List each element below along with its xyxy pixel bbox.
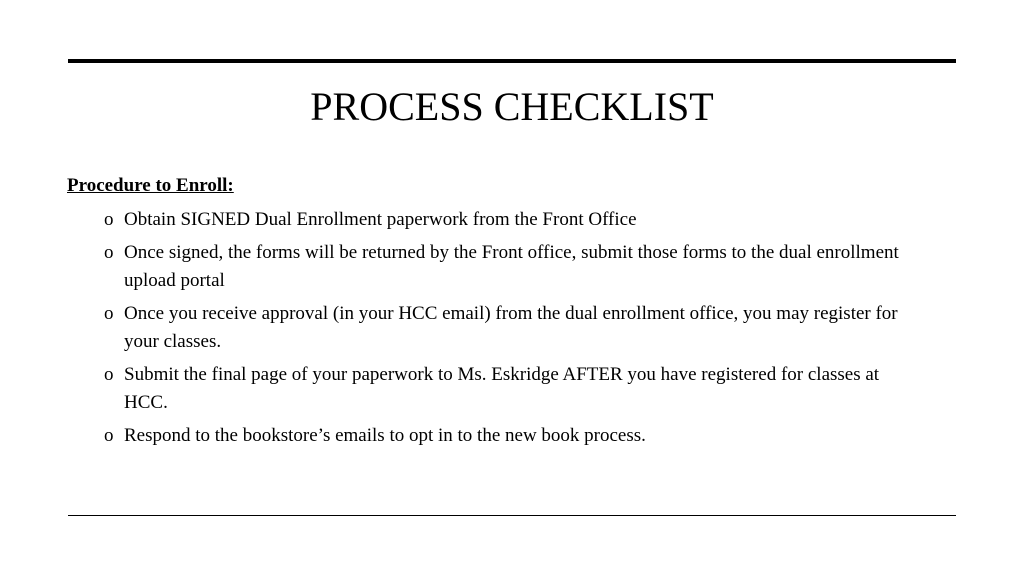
checklist-item-text: Submit the final page of your paperwork to Ms. Eskridge AFTER you have registered for classes at HCC.	[124, 364, 880, 413]
checklist-item	[104, 422, 924, 450]
hollow-bullet-icon: o	[104, 242, 114, 263]
checklist-item-text: Obtain SIGNED Dual Enrollment paperwork from the Front Office	[124, 209, 637, 230]
checklist-item	[104, 206, 924, 234]
top-rule	[68, 59, 956, 63]
checklist-item-text: Once signed, the forms will be returned by the Front office, submit those forms to the dual enrollment upload portal	[124, 242, 899, 291]
checklist-item	[104, 361, 924, 417]
page-title: PROCESS CHECKLIST	[310, 84, 714, 129]
checklist-item	[104, 239, 924, 295]
checklist-item-text: Respond to the bookstore’s emails to opt in to the new book process.	[124, 425, 646, 446]
hollow-bullet-icon: o	[104, 364, 114, 385]
hollow-bullet-icon: o	[104, 425, 114, 446]
hollow-bullet-icon: o	[104, 303, 114, 324]
bottom-rule	[68, 515, 956, 516]
checklist-item	[104, 300, 924, 356]
checklist-item-text: Once you receive approval (in your HCC email) from the dual enrollment office, you may register for your classes.	[124, 303, 898, 352]
checklist	[104, 206, 924, 455]
section-heading: Procedure to Enroll:	[67, 175, 234, 196]
hollow-bullet-icon: o	[104, 209, 114, 230]
